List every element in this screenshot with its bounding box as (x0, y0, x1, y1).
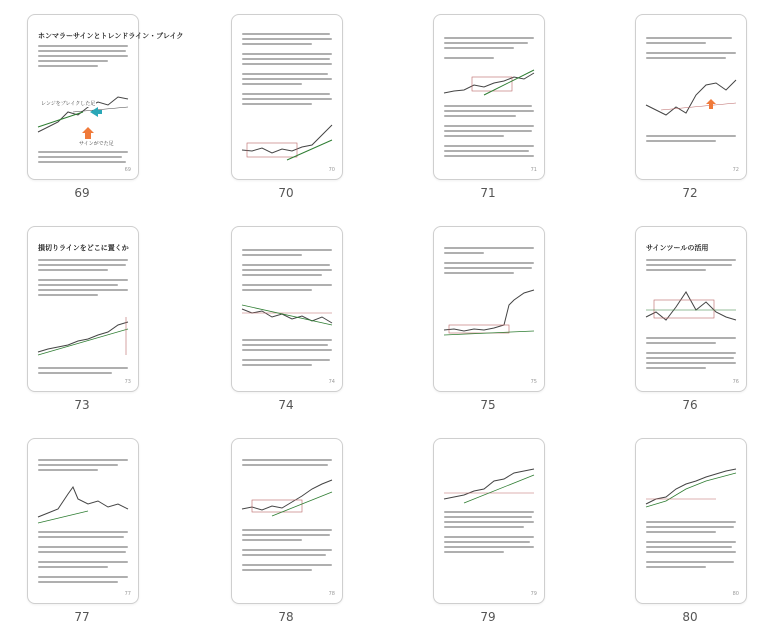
page-thumbnail[interactable] (635, 438, 755, 628)
page-number: 73 (124, 379, 131, 385)
page-label: 80 (682, 610, 698, 624)
chart-annotation: レンジをブレイクした足 (41, 101, 96, 107)
page-label: 76 (682, 398, 698, 412)
page-label: 75 (480, 398, 496, 412)
page-preview[interactable] (231, 438, 343, 604)
page-number: 80 (732, 591, 739, 597)
price-chart-thumbnail (242, 474, 332, 519)
page-number: 75 (530, 379, 537, 385)
page-number: 70 (328, 167, 335, 173)
price-chart-thumbnail (646, 65, 736, 120)
price-chart-thumbnail (444, 461, 534, 506)
price-chart-thumbnail (444, 65, 534, 100)
page-label: 70 (278, 186, 294, 200)
page-preview[interactable] (27, 226, 139, 392)
page-thumbnail[interactable] (27, 438, 147, 628)
page-label: 69 (74, 186, 90, 200)
page-number: 71 (530, 167, 537, 173)
arrow-icon (90, 107, 102, 117)
page-label: 77 (74, 610, 90, 624)
page-label: 72 (682, 186, 698, 200)
page-label: 73 (74, 398, 90, 412)
arrow-icon (82, 127, 94, 139)
page-thumbnail[interactable] (433, 14, 553, 204)
price-chart-thumbnail (646, 282, 736, 332)
page-preview[interactable] (433, 14, 545, 180)
page-number: 74 (328, 379, 335, 385)
page-preview[interactable] (635, 226, 747, 392)
page-preview[interactable] (231, 14, 343, 180)
page-label: 71 (480, 186, 496, 200)
chart-annotation: サインがでた足 (79, 141, 114, 147)
page-label: 78 (278, 610, 294, 624)
page-number: 78 (328, 591, 335, 597)
page-number: 79 (530, 591, 537, 597)
page-thumbnail[interactable] (433, 226, 553, 416)
page-title: ホンマラーサインとトレンドライン・ブレイク (38, 32, 184, 40)
page-number: 76 (732, 379, 739, 385)
page-label: 79 (480, 610, 496, 624)
page-number: 69 (124, 167, 131, 173)
price-chart-thumbnail (646, 459, 736, 514)
price-chart-thumbnail (242, 299, 332, 334)
page-title: サインツールの活用 (646, 244, 709, 252)
page-label: 74 (278, 398, 294, 412)
page-thumbnail[interactable] (231, 14, 351, 204)
page-thumbnail[interactable] (27, 226, 147, 416)
price-chart-thumbnail (38, 307, 128, 357)
price-chart-thumbnail (38, 479, 128, 524)
page-preview[interactable] (27, 14, 184, 180)
page-preview[interactable] (433, 226, 545, 392)
page-preview[interactable] (27, 438, 139, 604)
page-thumbnail[interactable] (231, 226, 351, 416)
page-preview[interactable] (635, 438, 747, 604)
price-chart-thumbnail (242, 115, 332, 165)
page-thumbnail[interactable] (433, 438, 553, 628)
arrow-icon (706, 99, 716, 109)
page-thumbnail[interactable] (635, 226, 755, 416)
page-preview[interactable] (433, 438, 545, 604)
page-number: 77 (124, 591, 131, 597)
page-preview[interactable] (231, 226, 343, 392)
page-thumbnail[interactable] (635, 14, 755, 204)
page-title: 損切りラインをどこに置くか (38, 244, 129, 252)
page-preview[interactable] (635, 14, 747, 180)
page-thumbnail[interactable] (231, 438, 351, 628)
page-number: 72 (732, 167, 739, 173)
page-thumbnail[interactable] (27, 14, 184, 204)
price-chart-thumbnail (444, 285, 534, 340)
